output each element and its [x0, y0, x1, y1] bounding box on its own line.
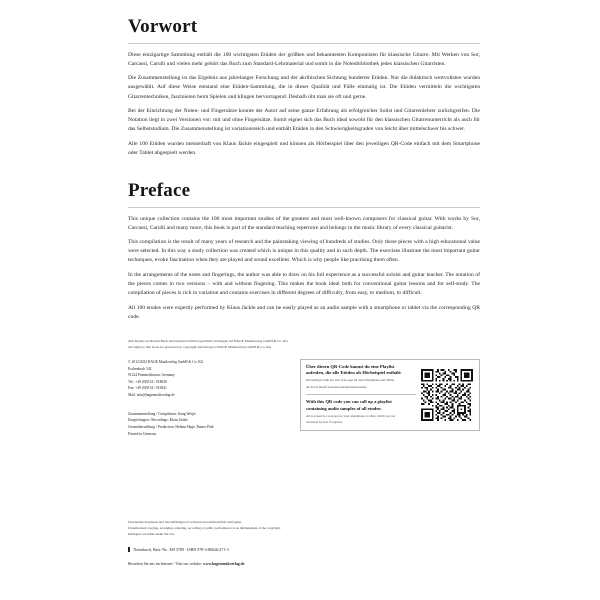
qr-sub-en-line2: download for free if required.	[306, 420, 343, 425]
qr-heading-de-line2: aufrufen, die alle Etüden als Hörbeispiel enthält:	[306, 370, 402, 376]
section-preface	[128, 180, 480, 322]
qr-heading-en-line1: With this QR code you can call up a playlist	[306, 399, 392, 405]
rights-notice	[128, 338, 480, 350]
qr-sub-de-line1: Du benötigst dafür nur eine Scan-App für dein Smartphone oder Tablet,	[306, 378, 395, 383]
rights-notice-en: All rights to this book are protected by copyright and belong to HAGE Musikverlag GmbH & Co. KG	[128, 344, 272, 349]
credit-compilation: Zusammenstellung / Compilation: Jiang Weijie	[128, 411, 196, 416]
website-prefix: Besuchen Sie uns im Internet / Visit our website:	[128, 561, 204, 566]
qr-panel-text	[306, 364, 416, 426]
heading-rule-preface	[128, 207, 480, 208]
qr-heading-de-line1: Über diesen QR-Code kannst du eine Playlist	[306, 363, 395, 369]
imprint-line-street: Eschenbach 542	[128, 366, 152, 371]
production-credits	[128, 411, 296, 438]
page-footer	[128, 520, 480, 566]
page-title-preface: Preface	[128, 179, 191, 201]
preface-paragraph-2: This compilation is the result of many years of research and the painstaking viewing of hundreds of studies. Only those pieces with a high educational value were selected. In this way a study collection was created which is unique in this quality and in such depth. The exercises illustrate the most important guitar techniques, evoke fascination when they are played and sound excellent. Which is why people like practising them often.	[128, 239, 480, 264]
footer-legal-line-1: Unerlaubtes Kopieren und Vervielfältigen ist verboten und strafrechtlich verfolgbar.	[128, 520, 242, 524]
vorwort-paragraph-2: Die Zusammenstellung ist das Ergebnis aus jahrelanger Forschung und der akribischen Sichtung hunderter Etüden. Nur die didaktisch wertvollsten wurden ausgewählt. Auf diese Weise entstand eine Etüden-Sammlung, die in dieser Qualität und Fülle einmalig ist. Die Etüden vermitteln die wichtigsten Gitarrentechniken, faszinieren beim Spielen und klingen hervorragend. Deshalb übt man sie oft und gerne.	[128, 75, 480, 100]
credit-recordings: Einspielungen / Recordings: Klaus Jäckle	[128, 418, 188, 423]
credit-printed-in: Printed in Germany	[128, 431, 157, 436]
imprint-column	[128, 359, 296, 437]
heading-rule-vorwort	[128, 43, 480, 44]
qr-panel-divider	[306, 394, 416, 395]
footer-legal-line-3: Infringers are liable under the law.	[128, 531, 175, 536]
imprint-line-tel: Tel.: +49 (0)9154 / 918040	[128, 379, 167, 384]
qr-code-icon[interactable]	[421, 369, 473, 421]
isbn-text: Notenbuch, Best.-Nr.: EH 3789 · ISBN 978-3-86626-271-3	[133, 546, 229, 552]
qr-info-panel	[300, 359, 480, 431]
qr-sub-de-line2: die du bei Bedarf kostenlos herunterladen kannst.	[306, 385, 368, 390]
footer-legal-line-2: Unauthorised copying, arranging, adapting, recording or public performance is an infringement of the copyright.	[128, 525, 281, 530]
qr-sub-en-line1: All you need is a scan app for your smartphone or tablet, which you can	[306, 413, 396, 418]
qr-heading-en-line2: containing audio samples of all etudes:	[306, 405, 382, 411]
publisher-imprint	[128, 359, 296, 399]
page-title-vorwort: Vorwort	[128, 16, 198, 37]
vorwort-paragraph-1: Diese einzigartige Sammlung enthält die 100 wichtigsten Etüden der größten und bekanntesten Komponisten für klassische Gitarre. Mit Werken von Sor, Carcassi, Carulli und vielen mehr gehört das Buch zum Standard-Lehrmaterial und somit in die Notenbibliothek jedes klassischen Gitarristen.	[128, 51, 480, 67]
preface-paragraph-4: All 100 etudes were expertly performed by Klaus Jäckle and can be easily played as an audio sample with a smartphone or tablet via the corresponding QR code.	[128, 304, 480, 320]
qr-code-container[interactable]	[420, 364, 474, 426]
credit-production: Gesamtherstellung / Production: Helmut Hage, Rainer Pink	[128, 425, 214, 429]
preface-paragraph-3: In the arrangements of the notes and fingerings, the author was able to draw on his full experience as a successful soloist and guitar teacher. The notation of the pieces comes in two versions – with and without fingering. This makes the book ideal both for conventional guitar lessons and for self-study. The compilation of pieces is rich in variation and contains exercises in different degrees of difficulty, from easy, to medium, to difficult.	[128, 271, 480, 296]
isbn-line	[128, 547, 480, 552]
imprint-line-city: 91224 Pommelsbrunn, Germany	[128, 373, 175, 378]
bullet-mark-icon	[128, 547, 130, 552]
preface-paragraph-1: This unique collection contains the 100 most important studies of the greatest and most well-known composers for classical guitar. With works by Sor, Carcassi, Carulli and many more, this book is part of the standard teaching repertoire and belongs in the music library of every classical guitarist.	[128, 215, 480, 231]
website-url[interactable]: www.hagemusikverlag.de	[203, 561, 245, 566]
vorwort-paragraph-4: Alle 100 Etüden wurden meisterhaft von Klaus Jäckle eingespielt und können als Hörbeispiel über den jeweiligen QR-Code einfach mit dem Smartphone oder Tablet abgespielt werden.	[128, 140, 480, 156]
imprint-line-fax: Fax: +49 (0)9154 / 916941	[128, 386, 167, 391]
rights-notice-de: Alle Rechte an diesem Buch sind urheberrechtlich geschützt und liegen bei HAGE Musikverlag GmbH & Co. KG	[128, 338, 289, 343]
imprint-and-qr-row	[128, 359, 480, 437]
content-column	[128, 16, 480, 437]
website-line	[128, 562, 480, 566]
footer-copyright-warning	[128, 520, 480, 538]
vorwort-paragraph-3: Bei der Einrichtung der Noten- und Fingersätze konnte der Autor auf seine ganze Erfahrung als erfolgreicher Solist und Gitarrenlehrer zurückgreifen. Die Notation liegt in zwei Versionen vor: mit und ohne Fingersätze. Somit eignet sich das Buch ideal sowohl für den klassischen Gitarrenunterricht als auch für das Selbststudium. Die Zusammenstellung ist variationsreich und enthält Etüden in den Schwierigkeitsgraden von leicht über mittelschwer bis schwer.	[128, 108, 480, 133]
imprint-line-copyright: © 2012/2023 HAGE Musikverlag GmbH & Co. KG	[128, 359, 204, 364]
section-vorwort	[128, 16, 480, 158]
imprint-line-mail[interactable]: Mail: info@hagemusikverlag.de	[128, 393, 175, 398]
